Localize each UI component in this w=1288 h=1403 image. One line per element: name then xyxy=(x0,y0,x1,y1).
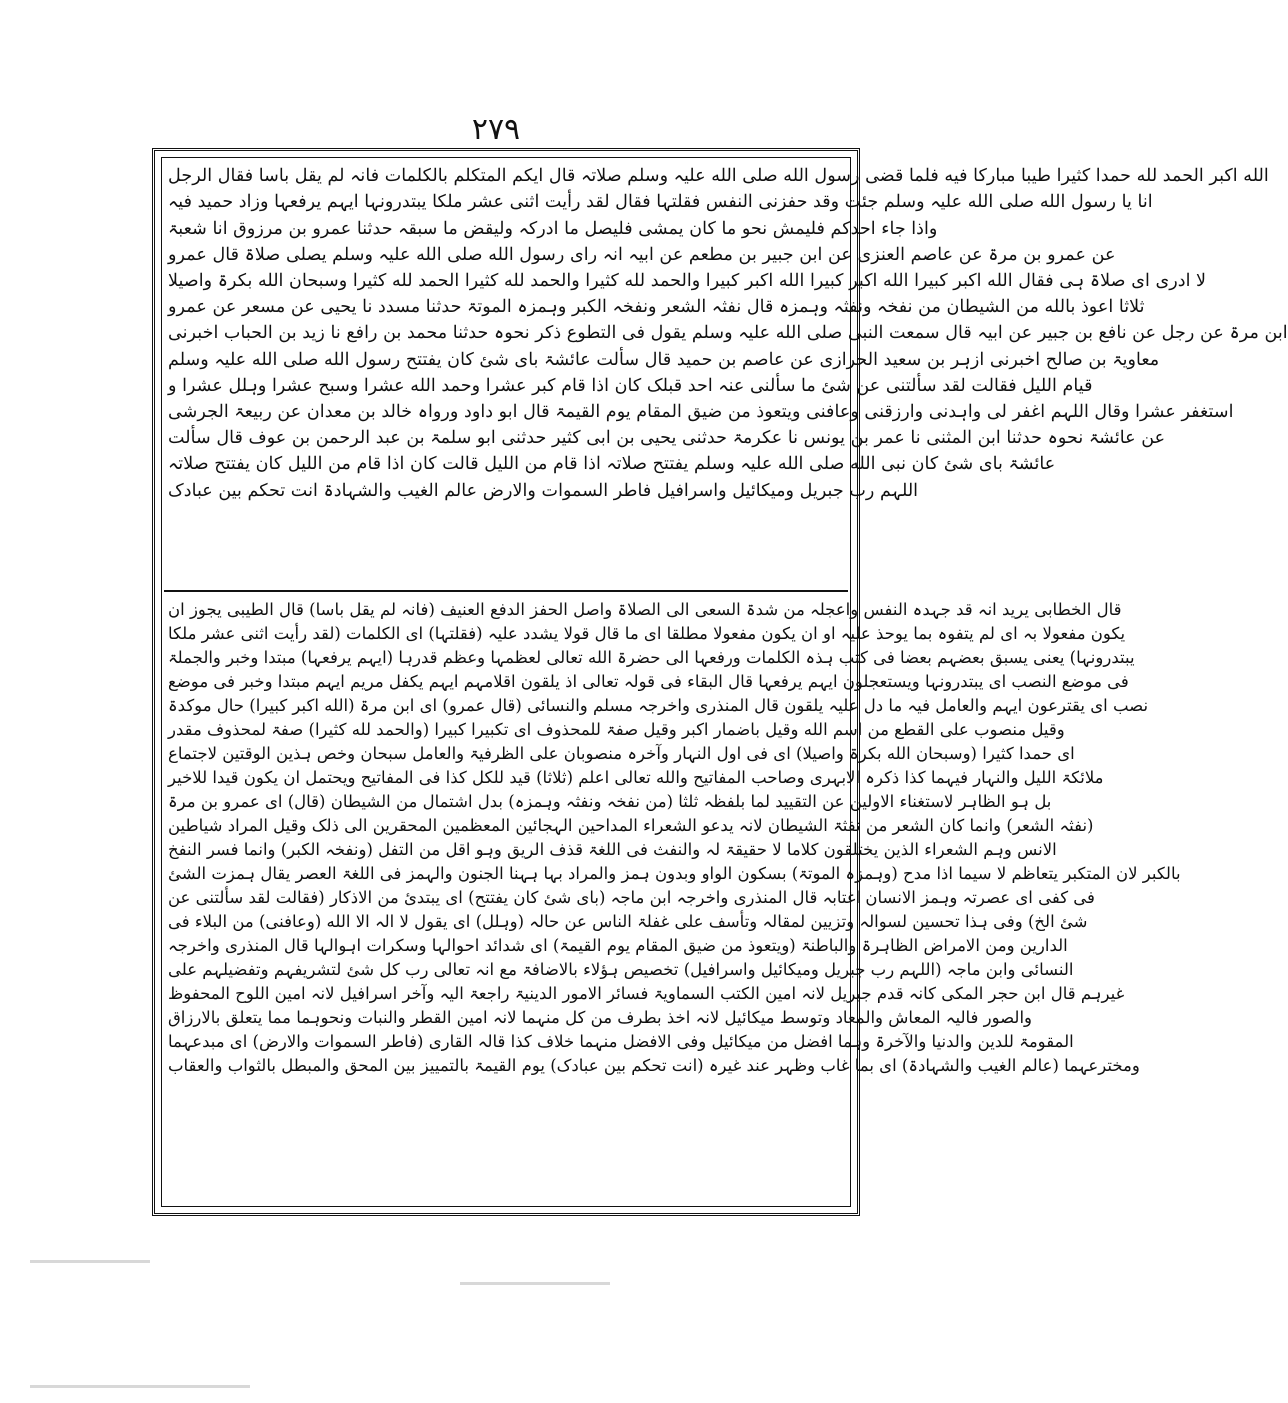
commentary-line: الدارین ومن الامراض الظاہرۃ والباطنۃ (ویتعوذ من ضیق المقام یوم القیمۃ) ای شدائد احوالہا وسکرات اہوالہا قال المنذری واخرجہ xyxy=(168,935,1068,955)
page-inner-border xyxy=(161,157,1288,1207)
scan-artifact xyxy=(30,1260,150,1263)
commentary-line: ای حمدا کثیرا (وسبحان الله بکرۃ واصیلا) ای فی اول النہار وآخرہ منصوبان علی الظرفیۃ والعامل سبحان وخص ہذین الوقتین لاجتماع xyxy=(168,743,1075,763)
hadith-line: عن عائشۃ نحوہ حدثنا ابن المثنی نا عمر بن یونس نا عکرمۃ حدثنی یحیی بن ابی کثیر حدثنی ابو سلمۃ بن عبد الرحمن بن عوف قال سألت xyxy=(168,428,1166,449)
commentary-line: یبتدرونہا) یعنی یسبق بعضہم بعضا فی کتب ہذہ الکلمات ورفعہا الی حضرۃ الله تعالی لعظمہا وعظم قدرہا (ایہم یرفعہا) مبتدا وخبر والجملۃ xyxy=(168,647,1135,667)
commentary-line: بالکبر لان المتکبر یتعاظم لا سیما اذا مدح (وہمزہ الموتۃ) بسکون الواو وبدون ہمز والمراد بہا ہہنا الجنون والہمز فی اللغۃ العصر یقال ہمزت الشئ xyxy=(168,863,1181,883)
hadith-line: استغفر عشرا وقال اللہم اغفر لی واہدنی وارزقنی وعافنی ویتعوذ من ضیق المقام یوم القیمۃ قال ابو داود ورواہ خالد بن معدان عن ربیعۃ الجرشی xyxy=(168,401,1234,422)
commentary-line: فی موضع النصب ای یبتدرونہا ویستعجلون ایہم یرفعہا قال البقاء فی قولہ تعالی اذ یلقون اقلامہم ایہم یکفل مریم ایہم مبتدا وخبر فی موضع xyxy=(168,671,1129,691)
commentary-line: والصور فالیہ المعاش والمعاد وتوسط میکائیل لانہ اخذ بطرف من کل منہما لانہ امین القطر والنبات ونحوہما مما یتعلق بالارزاق xyxy=(168,1007,1033,1027)
commentary-line: الانس وہم الشعراء الذین یختلقون کلاما لا حقیقۃ لہ والنفث فی اللغۃ قذف الریق وہو اقل من التفل (ونفخہ الکبر) وانما فسر النفخ xyxy=(168,839,1057,859)
hadith-line: عن عمرو بن مرۃ عن عاصم العنزی عن ابن جبیر بن مطعم عن ابیہ انہ رای رسول الله صلی الله علیہ وسلم یصلی صلاۃ قال عمرو xyxy=(168,244,1116,265)
hadith-line: لا ادری ای صلاۃ ہی فقال الله اکبر کبیرا الله اکبر کبیرا الله اکبر کبیرا والحمد لله کثیرا والحمد لله کثیرا الحمد لله کثیرا وسبحان الله بکرۃ واصیلا xyxy=(168,271,1207,292)
hadith-line: الله اکبر الحمد لله حمدا کثیرا طیبا مبارکا فیه فلما قضی رسول الله صلی الله علیہ وسلم صلاتہ قال ایکم المتکلم بالکلمات فانہ لم یقل باسا فقال الرجل xyxy=(168,166,1269,187)
commentary-line: فی کفی ای عصرتہ وہمز الانسان اغتابہ قال المنذری واخرجہ ابن ماجہ (بای شئ کان یفتتح) ای یبتدئ من الاذکار (فقالت لقد سألتنی عن xyxy=(168,887,1095,907)
commentary-line: المقومۃ للدین والدنیا والآخرۃ وہما افضل من میکائیل وفی الافضل منہما خلاف کذا قالہ القاری (فاطر السموات والارض) ای مبدعہما xyxy=(168,1031,1074,1051)
hadith-line: معاویۃ بن صالح اخبرنی ازہر بن سعید الحرازی عن عاصم بن حمید قال سألت عائشۃ بای شئ کان یفتتح رسول الله صلی الله علیہ وسلم xyxy=(168,349,1160,370)
page-frame xyxy=(152,148,1288,1216)
commentary-line: ملائکۃ اللیل والنہار فیہما کذا ذکرہ الابہری وصاحب المفاتیح والله تعالی اعلم (ثلاثا) قید للکل کذا فی المفاتیح ویحتمل ان یکون قیدا للاخیر xyxy=(168,767,1104,787)
hadith-line: انا یا رسول الله صلی الله علیہ وسلم جئت وقد حفزنی النفس فقلتہا فقال لقد رأیت اثنی عشر ملکا یبتدرونہا ایہم یرفعہا وزاد حمید فیہ xyxy=(168,192,1153,213)
hadith-line: عائشۃ بای شئ کان نبی الله صلی الله علیہ وسلم یفتتح صلاتہ اذا قام من اللیل قالت کان اذا قام من اللیل کان یفتتح صلاتہ xyxy=(168,454,1056,475)
commentary-line: النسائی وابن ماجہ (اللہم رب جبریل ومیکائیل واسرافیل) تخصیص ہؤلاء بالاضافۃ مع انہ تعالی رب کل شئ لتشریفہم وتفضیلہم علی xyxy=(168,959,1074,979)
hadith-line: ابن مرۃ عن رجل عن نافع بن جبیر عن ابیہ قال سمعت النبی صلی الله علیہ وسلم یقول فی التطوع ذکر نحوہ حدثنا محمد بن رافع نا زید بن الحباب اخبرنی xyxy=(168,323,1288,344)
scan-artifact xyxy=(30,1385,250,1388)
page-number: ۲۷۹ xyxy=(471,112,521,147)
hadith-line: ثلاثا اعوذ بالله من الشیطان من نفخہ ونفثہ وہمزہ قال نفثہ الشعر ونفخہ الکبر وہمزہ الموتۃ حدثنا مسدد نا یحیی عن مسعر عن عمرو xyxy=(168,297,1145,318)
hadith-text-block xyxy=(168,164,1288,584)
commentary-line: نصب ای یقترعون ایہم والعامل فیہ ما دل علیہ یلقون قال المنذری واخرجہ مسلم والنسائی (قال عمرو) ای ابن مرۃ (الله اکبر کبیرا) حال موکدۃ xyxy=(168,695,1149,715)
commentary-line: (نفثہ الشعر) وانما کان الشعر من نفثۃ الشیطان لانہ یدعو الشعراء المداحین الہجائین المعظمین المحقرین الی ذلک وقیل المراد شیاطین xyxy=(168,815,1094,835)
commentary-text-block xyxy=(168,598,1181,1198)
commentary-line: بل ہو الظاہر لاستغناء الاولین عن التقیید لما بلفظہ ثلثا (من نفخہ ونفثہ وہمزہ) بدل اشتمال من الشیطان (قال) ای عمرو بن مرۃ xyxy=(168,791,1052,811)
hadith-line: اللہم رب جبریل ومیکائیل واسرافیل فاطر السموات والارض عالم الغیب والشہادۃ انت تحکم بین عبادک xyxy=(168,480,919,501)
commentary-line: ومخترعہما (عالم الغیب والشہادۃ) ای بما غاب وظہر عند غیرہ (انت تحکم بین عبادک) یوم القیمۃ بالتمییز بین المحق والمبطل بالثواب والعقاب xyxy=(168,1055,1140,1075)
commentary-line: وقیل منصوب علی القطع من اسم الله وقیل باضمار اکبر وقیل صفۃ للمحذوف ای تکبیرا کبیرا (والحمد لله کثیرا) صفۃ لمحذوف مقدر xyxy=(168,719,1065,739)
scan-artifact xyxy=(460,1282,610,1285)
commentary-line: یکون مفعولا بہ ای لم یتفوہ بما یوحذ علیہ او ان یکون مفعولا مطلقا ای ما قال قولا یشدد علیہ (فقلتہا) ای الکلمات (لقد رأیت اثنی عشر ملکا xyxy=(168,623,1126,643)
commentary-line: شئ الخ) وفی ہذا تحسین لسوالہ وتزیین لمقالہ وتأسف علی غفلۃ الناس عن حالہ (وہلل) ای یقول لا الہ الا الله (وعافنی) من البلاء فی xyxy=(168,911,1088,931)
commentary-line: قال الخطابی یرید انہ قد جہدہ النفس واعجلہ من شدۃ السعی الی الصلاۃ واصل الحفز الدفع العنیف (فانہ لم یقل باسا) قال الطیبی یجوز ان xyxy=(168,599,1122,619)
hadith-line: واذا جاء احدکم فلیمش نحو ما کان یمشی فلیصل ما ادرکہ ولیقض ما سبقہ حدثنا عمرو بن مرزوق انا شعبۃ xyxy=(168,218,938,239)
section-divider xyxy=(164,590,848,592)
hadith-line: قیام اللیل فقالت لقد سألتنی عن شئ ما سألنی عنہ احد قبلک کان اذا قام کبر عشرا وحمد الله عشرا وسبح عشرا وہلل عشرا و xyxy=(168,375,1093,396)
commentary-line: غیرہم قال ابن حجر المکی کانہ قدم جبریل لانہ امین الکتب السماویۃ فسائر الامور الدینیۃ راجعۃ الیہ وآخر اسرافیل لانہ امین اللوح المحفوظ xyxy=(168,983,1125,1003)
